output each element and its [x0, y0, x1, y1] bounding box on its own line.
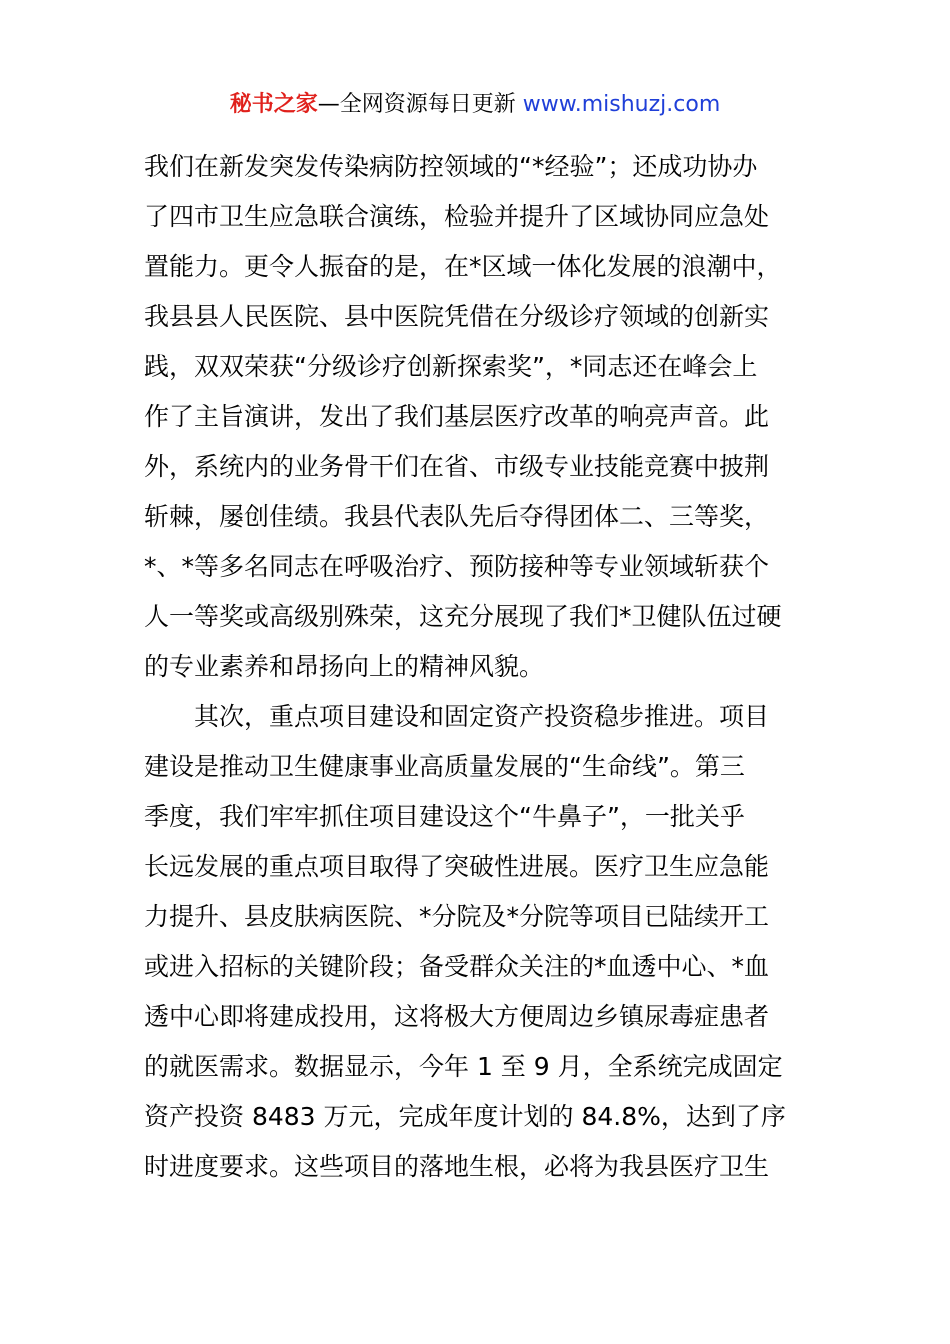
text-line: 建设是推动卫生健康事业高质量发展的“生命线”。第三 — [144, 752, 745, 781]
text-line: 外，系统内的业务骨干们在省、市级专业技能竞赛中披荆 — [144, 452, 770, 481]
page-header — [0, 88, 950, 122]
document-body — [144, 142, 814, 1192]
text-line: 我县县人民医院、县中医院凭借在分级诊疗领域的创新实 — [144, 302, 770, 331]
brand-name: 秘书之家 — [229, 92, 318, 117]
paragraph-first-line: 其次，重点项目建设和固定资产投资稳步推进。项目 — [194, 702, 770, 731]
text-line: 的专业素养和昂扬向上的精神风貌。 — [144, 652, 545, 681]
text-line: *、*等多名同志在呼吸治疗、预防接种等专业领域斩获个 — [144, 552, 770, 581]
text-line: 资产投资 8483 万元，完成年度计划的 84.8%，达到了序 — [144, 1102, 786, 1131]
text-line: 了四市卫生应急联合演练，检验并提升了区域协同应急处 — [144, 202, 770, 231]
site-url-link[interactable]: www.mishuzj.com — [522, 92, 721, 117]
text-line: 作了主旨演讲，发出了我们基层医疗改革的响亮声音。此 — [144, 402, 770, 431]
text-line: 践，双双荣获“分级诊疗创新探索奖”，*同志还在峰会上 — [144, 352, 758, 381]
text-line: 季度，我们牢牢抓住项目建设这个“牛鼻子”，一批关乎 — [144, 802, 745, 831]
text-line: 置能力。更令人振奋的是，在*区域一体化发展的浪潮中， — [144, 252, 782, 281]
text-line: 或进入招标的关键阶段；备受群众关注的*血透中心、*血 — [144, 952, 770, 981]
text-line: 的就医需求。数据显示，今年 1 至 9 月，全系统完成固定 — [144, 1052, 783, 1081]
text-line: 时进度要求。这些项目的落地生根，必将为我县医疗卫生 — [144, 1152, 770, 1181]
header-tagline: —全网资源每日更新 — [317, 92, 523, 117]
text-line: 长远发展的重点项目取得了突破性进展。医疗卫生应急能 — [144, 852, 770, 881]
text-line: 力提升、县皮肤病医院、*分院及*分院等项目已陆续开工 — [144, 902, 770, 931]
text-line: 透中心即将建成投用，这将极大方便周边乡镇尿毒症患者 — [144, 1002, 770, 1031]
text-line: 人一等奖或高级别殊荣，这充分展现了我们*卫健队伍过硬 — [144, 602, 782, 631]
text-line: 我们在新发突发传染病防控领域的“*经验”；还成功协办 — [144, 152, 758, 181]
text-line: 斩棘，屡创佳绩。我县代表队先后夺得团体二、三等奖， — [144, 502, 770, 531]
